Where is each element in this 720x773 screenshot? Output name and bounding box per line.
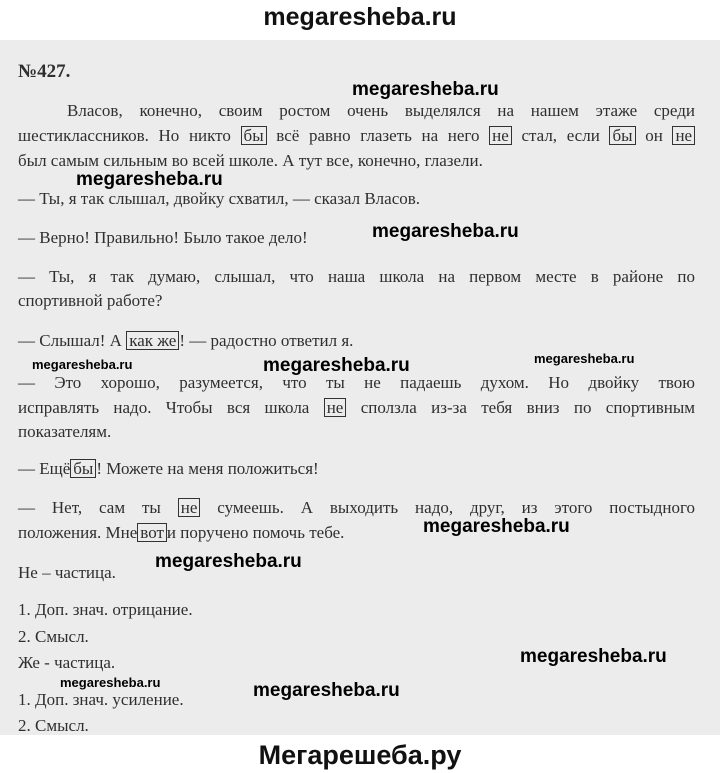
intro-line-2: шестиклассников. Но никто бы всё равно глазеть на него не стал, если бы он не	[18, 126, 695, 146]
dialog-line-7a: — Нет, сам ты не сумеешь. А выходить надо, друг, из этого постыдного	[18, 498, 695, 517]
watermark: megaresheba.ru	[155, 551, 302, 572]
marked-particle: не	[672, 126, 695, 145]
dialog-line-4: — Слышал! А как же ! — радостно ответил я.	[18, 331, 354, 350]
analysis-ne-item-2: 2. Смысл.	[18, 627, 89, 646]
marked-particle: не	[489, 126, 512, 145]
dialog-line-6: — Ещё бы ! Можете на меня положиться!	[18, 459, 319, 478]
marked-particle: не	[324, 398, 347, 417]
analysis-ne-item-1: 1. Доп. знач. отрицание.	[18, 600, 193, 619]
intro-line-1: Власов, конечно, своим ростом очень выделялся на нашем этаже среди	[67, 101, 695, 120]
watermark: megaresheba.ru	[60, 675, 161, 690]
marked-particle: бы	[70, 459, 96, 478]
analysis-zhe-item-1: 1. Доп. знач. усиление.	[18, 690, 184, 709]
watermark: megaresheba.ru	[32, 357, 133, 372]
watermark: megaresheba.ru	[520, 646, 667, 667]
site-header	[0, 0, 720, 36]
watermark: megaresheba.ru	[253, 680, 400, 701]
dialog-line-3a: — Ты, я так думаю, слышал, что наша школа на первом месте в районе по	[18, 267, 695, 286]
watermark: megaresheba.ru	[534, 351, 635, 366]
exercise-number: №427.	[18, 61, 71, 82]
analysis-zhe-title: Же - частица.	[18, 653, 116, 672]
analysis-zhe-item-2: 2. Смысл.	[18, 716, 89, 735]
marked-particle: бы	[241, 126, 267, 145]
intro-line-3: был самым сильным во всей школе. А тут все, конечно, глазели.	[18, 151, 483, 170]
dialog-line-5b: исправлять надо. Чтобы вся школа не сползла из-за тебя вниз по спортивным	[18, 398, 696, 417]
analysis-ne-title: Не – частица.	[18, 563, 116, 582]
marked-particle: как же	[126, 331, 179, 350]
site-footer	[0, 737, 720, 773]
marked-particle: бы	[609, 126, 635, 145]
dialog-line-5c: показателям.	[18, 422, 112, 441]
watermark: megaresheba.ru	[423, 516, 570, 537]
site-footer-title: Мегарешеба.ру	[258, 740, 462, 770]
watermark: megaresheba.ru	[76, 169, 223, 190]
dialog-line-1: — Ты, я так слышал, двойку схватил, — сказал Власов.	[18, 189, 421, 208]
marked-particle: не	[178, 498, 201, 517]
dialog-line-5a: — Это хорошо, разумеется, что ты не падаешь духом. Но двойку твою	[18, 373, 695, 392]
site-header-title: megaresheba.ru	[263, 3, 457, 31]
dialog-line-3b: спортивной работе?	[18, 291, 163, 310]
watermark: megaresheba.ru	[372, 221, 519, 242]
marked-particle: вот	[137, 523, 167, 542]
dialog-line-2: — Верно! Правильно! Было такое дело!	[18, 228, 308, 247]
watermark: megaresheba.ru	[352, 79, 499, 100]
dialog-line-7b: положения. Мне вот и поручено помочь тебе.	[18, 523, 345, 542]
watermark: megaresheba.ru	[263, 355, 410, 376]
